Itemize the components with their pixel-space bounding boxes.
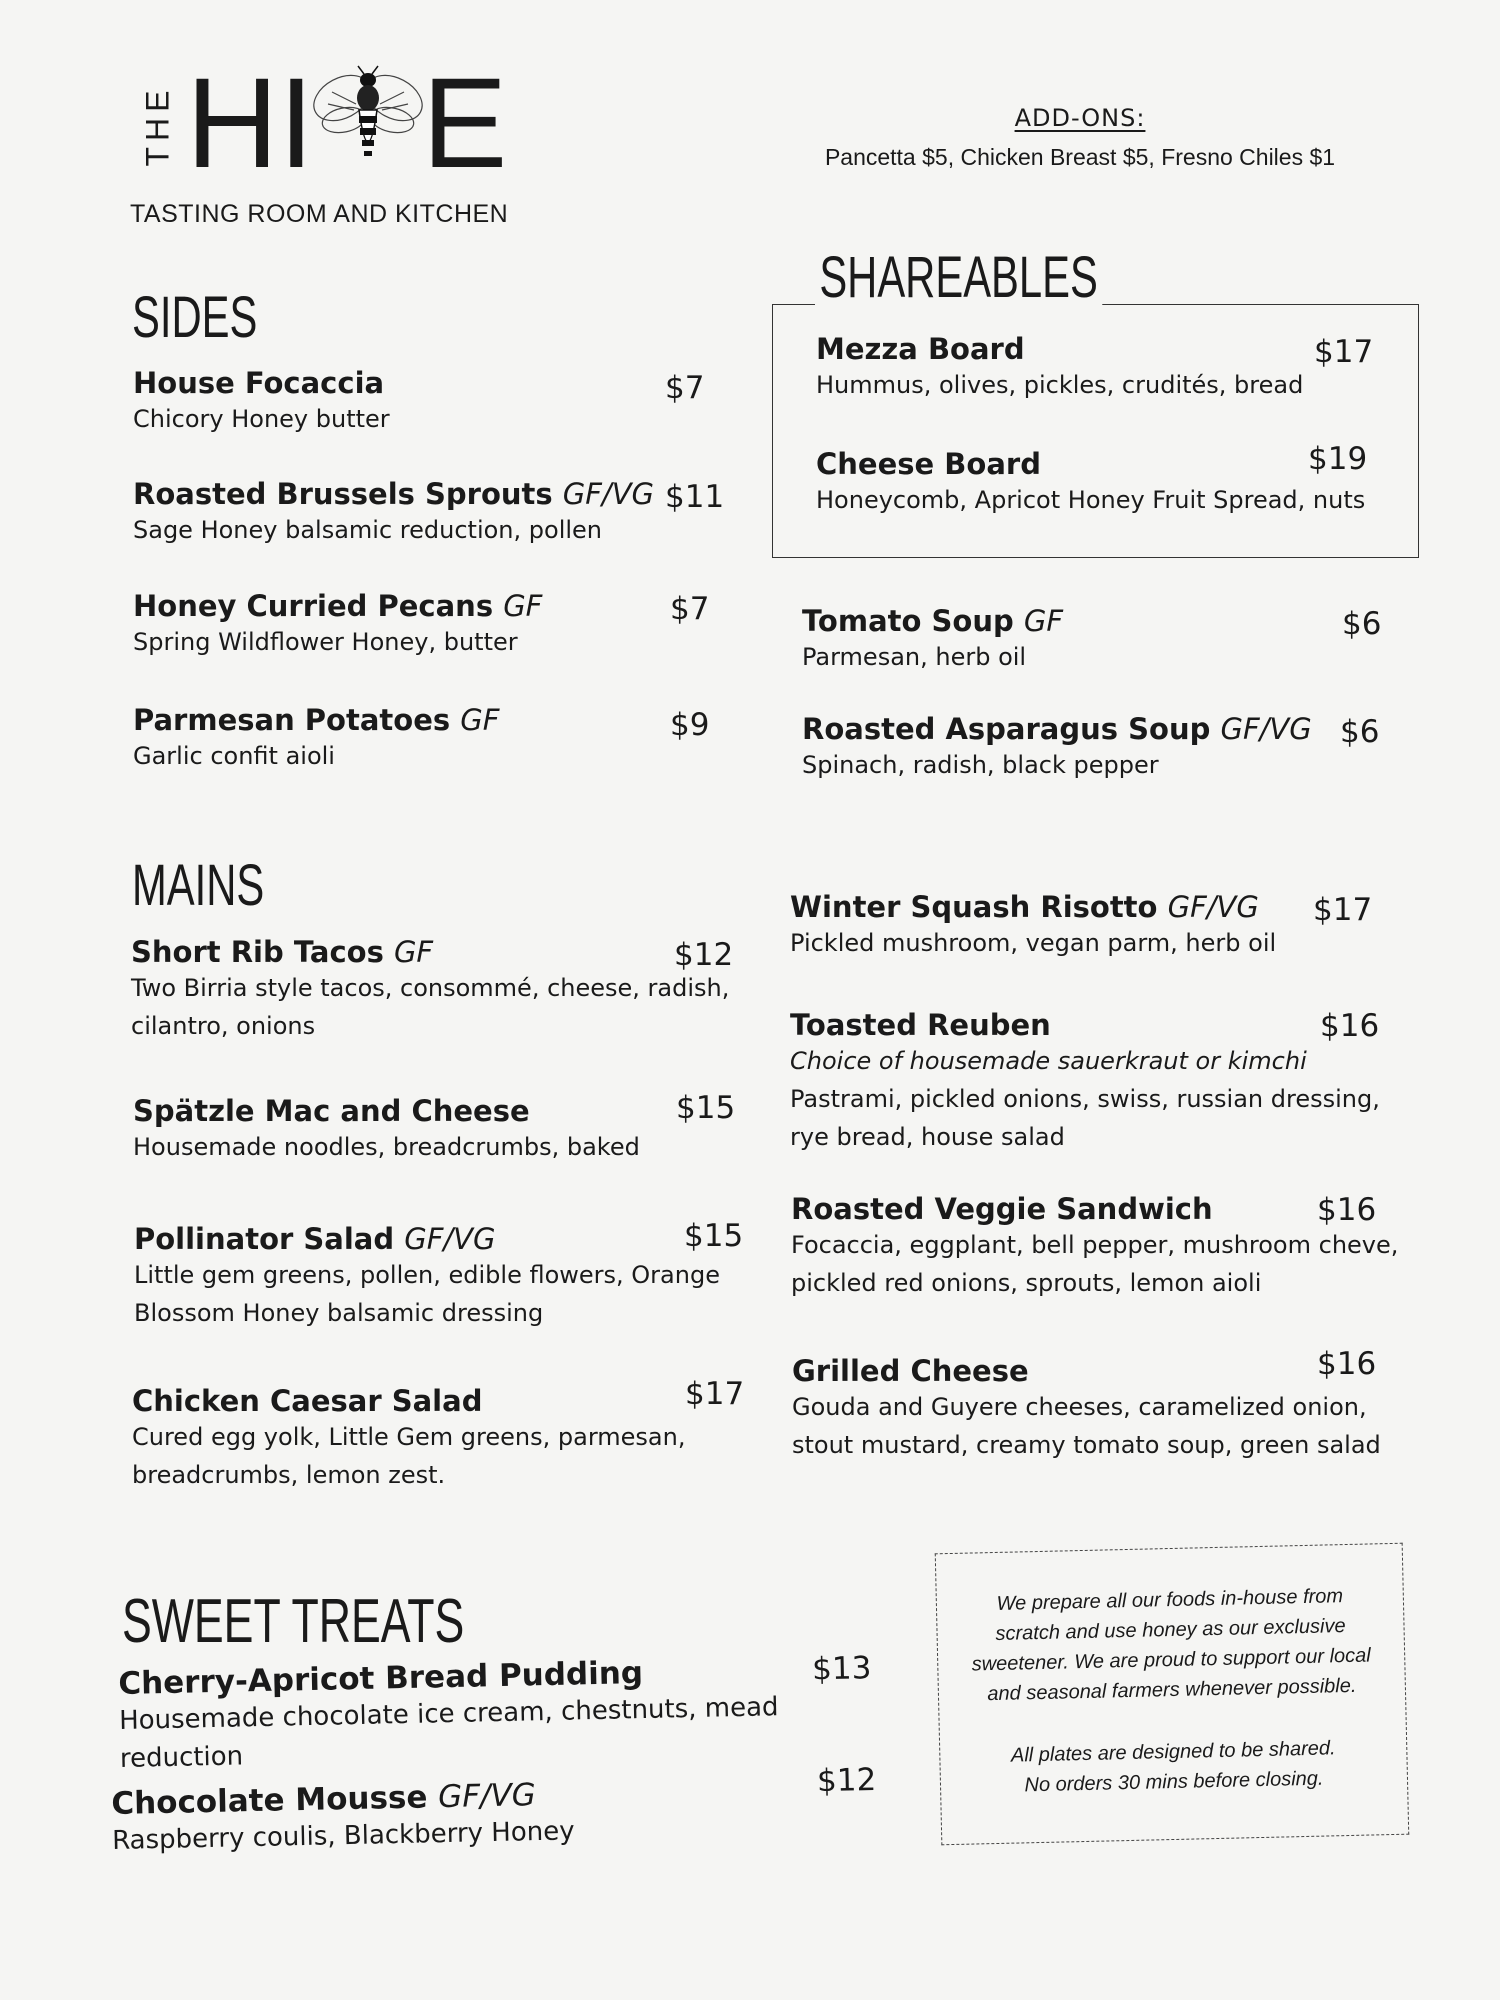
item-name: Cheese Board xyxy=(816,447,1041,481)
addons xyxy=(780,104,1380,171)
item-name: Roasted Asparagus Soup xyxy=(802,712,1211,746)
item-tag: GF xyxy=(393,935,434,969)
item-price: $17 xyxy=(685,1376,745,1412)
item-desc: Pastrami, pickled onions, swiss, russian dressing, xyxy=(790,1085,1380,1113)
item-desc: Blossom Honey balsamic dressing xyxy=(134,1299,544,1327)
item-tag: GF xyxy=(1023,604,1064,638)
item-name: Toasted Reuben xyxy=(790,1008,1051,1042)
menu-item xyxy=(816,441,1376,519)
item-name: Chicken Caesar Salad xyxy=(132,1384,483,1418)
item-tag: GF xyxy=(460,703,500,737)
item-desc: Housemade noodles, breadcrumbs, baked xyxy=(133,1133,640,1161)
item-name: Tomato Soup xyxy=(802,604,1014,638)
item-desc: Hummus, olives, pickles, crudités, bread xyxy=(816,371,1304,399)
item-name: Mezza Board xyxy=(816,332,1025,366)
item-name: Pollinator Salad xyxy=(134,1222,395,1256)
menu-item xyxy=(792,1346,1412,1464)
item-price: $12 xyxy=(674,937,734,973)
item-desc: rye bread, house salad xyxy=(790,1123,1065,1151)
item-name: House Focaccia xyxy=(133,366,385,400)
item-name: Spätzle Mac and Cheese xyxy=(133,1094,530,1128)
item-price: $11 xyxy=(665,479,725,515)
item-price: $7 xyxy=(665,370,705,406)
item-tag: GF/VG xyxy=(562,477,654,511)
item-name: Grilled Cheese xyxy=(792,1354,1029,1388)
item-price: $19 xyxy=(1308,441,1368,477)
menu-item xyxy=(802,712,1392,784)
item-price: $16 xyxy=(1320,1008,1380,1044)
item-price: $6 xyxy=(1342,606,1382,642)
item-tag: GF xyxy=(503,589,543,623)
item-desc: cilantro, onions xyxy=(131,1012,316,1040)
menu-item xyxy=(816,332,1376,404)
item-desc: Sage Honey balsamic reduction, pollen xyxy=(133,516,603,544)
item-price: $15 xyxy=(676,1090,736,1126)
item-name: Chocolate Mousse xyxy=(111,1779,428,1822)
item-price: $9 xyxy=(670,707,710,743)
item-desc: Raspberry coulis, Blackberry Honey xyxy=(111,1816,575,1856)
logo-word-right: E xyxy=(422,52,508,195)
item-tag: GF/VG xyxy=(437,1777,537,1816)
item-desc: Chicory Honey butter xyxy=(133,405,390,433)
item-price: $17 xyxy=(1314,334,1374,370)
item-desc: Spinach, radish, black pepper xyxy=(802,751,1159,779)
item-price: $16 xyxy=(1317,1192,1377,1228)
item-tag: GF/VG xyxy=(1220,712,1312,746)
menu-item xyxy=(790,890,1390,962)
note-text: scratch and use honey as our exclusive xyxy=(995,1615,1346,1645)
info-note-box xyxy=(935,1543,1410,1846)
addons-title: ADD-ONS: xyxy=(1014,104,1146,132)
item-price: $16 xyxy=(1317,1346,1377,1382)
menu-item xyxy=(111,1761,877,1860)
menu-item xyxy=(134,1218,754,1332)
item-tag: GF/VG xyxy=(1167,890,1259,924)
note-text: We prepare all our foods in-house from xyxy=(996,1585,1344,1615)
item-price: $13 xyxy=(811,1650,872,1688)
item-price: $7 xyxy=(670,591,710,627)
note-text: No orders 30 mins before closing. xyxy=(1024,1767,1324,1797)
item-desc: Honeycomb, Apricot Honey Fruit Spread, nuts xyxy=(816,486,1366,514)
menu-item xyxy=(132,1376,752,1494)
logo-wordmark xyxy=(186,52,546,195)
menu-item xyxy=(133,589,713,661)
item-name: Winter Squash Risotto xyxy=(790,890,1158,924)
logo-subtitle: TASTING ROOM AND KITCHEN xyxy=(130,200,509,228)
item-desc: Two Birria style tacos, consommé, cheese, radish, xyxy=(131,974,730,1002)
logo xyxy=(128,52,528,240)
menu-item xyxy=(133,477,725,549)
note-text: All plates are designed to be shared. xyxy=(1010,1737,1336,1767)
item-desc: Focaccia, eggplant, bell pepper, mushroom cheve, xyxy=(791,1231,1399,1259)
menu-item xyxy=(133,703,713,775)
item-desc: Housemade chocolate ice cream, chestnuts, mead reduction xyxy=(118,1692,779,1774)
item-name: Cherry-Apricot Bread Pudding xyxy=(118,1655,644,1702)
item-name: Roasted Brussels Sprouts xyxy=(133,477,553,511)
item-note: Choice of housemade sauerkraut or kimchi xyxy=(790,1047,1307,1075)
item-desc: Cured egg yolk, Little Gem greens, parmesan, xyxy=(132,1423,686,1451)
item-name: Roasted Veggie Sandwich xyxy=(791,1192,1213,1226)
menu-item xyxy=(133,1090,753,1166)
item-tag: GF/VG xyxy=(404,1222,496,1256)
item-price: $17 xyxy=(1313,892,1373,928)
menu-item xyxy=(133,366,713,438)
menu-item xyxy=(118,1650,880,1778)
item-name: Parmesan Potatoes xyxy=(133,703,451,737)
item-name: Short Rib Tacos xyxy=(131,935,384,969)
menu-item xyxy=(131,935,751,1045)
menu-item xyxy=(790,1008,1390,1156)
item-name: Honey Curried Pecans xyxy=(133,589,494,623)
mains-heading: MAINS xyxy=(132,853,265,918)
logo-the: THE xyxy=(139,84,176,166)
item-desc: stout mustard, creamy tomato soup, green salad xyxy=(792,1431,1381,1459)
item-desc: Little gem greens, pollen, edible flowers, Orange xyxy=(134,1261,720,1289)
shareables-heading: SHAREABLES xyxy=(815,244,1102,311)
item-desc: breadcrumbs, lemon zest. xyxy=(132,1461,446,1489)
addons-list: Pancetta $5, Chicken Breast $5, Fresno Chiles $1 xyxy=(824,144,1336,170)
item-desc: pickled red onions, sprouts, lemon aioli xyxy=(791,1269,1262,1297)
menu-item xyxy=(802,604,1392,676)
item-desc: Gouda and Guyere cheeses, caramelized onion, xyxy=(792,1393,1367,1421)
item-price: $12 xyxy=(816,1761,877,1800)
sweet-treats-heading: SWEET TREATS xyxy=(122,1587,465,1656)
item-desc: Parmesan, herb oil xyxy=(802,643,1027,671)
menu-item xyxy=(791,1192,1411,1302)
item-desc: Pickled mushroom, vegan parm, herb oil xyxy=(790,929,1277,957)
note-text: and seasonal farmers whenever possible. xyxy=(987,1674,1357,1706)
item-price: $6 xyxy=(1340,714,1380,750)
bee-icon xyxy=(310,64,426,174)
sides-heading: SIDES xyxy=(132,285,258,350)
item-price: $15 xyxy=(684,1218,744,1254)
note-text: sweetener. We are proud to support our local xyxy=(971,1644,1371,1676)
item-desc: Spring Wildflower Honey, butter xyxy=(133,628,518,656)
item-desc: Garlic confit aioli xyxy=(133,742,335,770)
logo-word-left: HI xyxy=(186,52,314,195)
